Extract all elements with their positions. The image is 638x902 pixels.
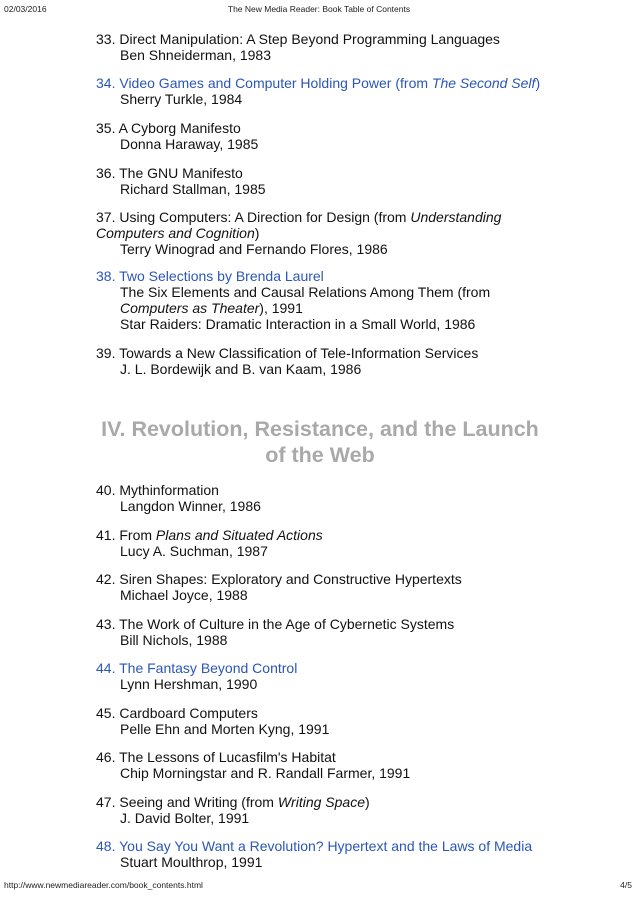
toc-entry-title-cont: Computers and Cognition) <box>96 225 260 241</box>
toc-entry-42 <box>96 571 566 603</box>
toc-entry-title: 47. Seeing and Writing (from Writing Space) <box>96 794 370 810</box>
print-url: http://www.newmediareader.com/book_contents.html <box>4 880 203 890</box>
toc-entry-46 <box>96 749 566 781</box>
toc-entry-author: J. David Bolter, 1991 <box>120 810 250 826</box>
toc-entry-author: Terry Winograd and Fernando Flores, 1986 <box>120 241 388 257</box>
toc-entry-author: Bill Nichols, 1988 <box>120 632 228 648</box>
toc-entry-title: 36. The GNU Manifesto <box>96 165 243 181</box>
toc-entry-link[interactable]: 38. Two Selections by Brenda Laurel <box>96 268 324 284</box>
toc-subentry: Star Raiders: Dramatic Interaction in a Small World, 1986 <box>120 316 476 332</box>
toc-entry-38 <box>96 268 566 332</box>
toc-entry-author: Lucy A. Suchman, 1987 <box>120 543 268 559</box>
toc-entry-title: 37. Using Computers: A Direction for Design (from Understanding <box>96 209 502 225</box>
toc-entry-author: Donna Haraway, 1985 <box>120 136 259 152</box>
toc-entry-link[interactable]: 44. The Fantasy Beyond Control <box>96 660 298 676</box>
toc-entry-44 <box>96 660 566 692</box>
toc-entry-title: 33. Direct Manipulation: A Step Beyond Programming Languages <box>96 31 500 47</box>
toc-entry-33 <box>96 31 566 63</box>
toc-entry-title: 45. Cardboard Computers <box>96 705 258 721</box>
toc-entry-39 <box>96 345 566 377</box>
toc-entry-author: Sherry Turkle, 1984 <box>120 91 243 107</box>
toc-subentry: The Six Elements and Causal Relations Among Them (from Computers as Theater), 1991 <box>120 284 491 316</box>
toc-entry-45 <box>96 705 566 737</box>
toc-entry-author: Richard Stallman, 1985 <box>120 181 266 197</box>
toc-entry-link[interactable]: 48. You Say You Want a Revolution? Hypertext and the Laws of Media <box>96 838 533 854</box>
toc-entry-title: 41. From Plans and Situated Actions <box>96 527 323 543</box>
toc-entry-47 <box>96 794 566 826</box>
toc-entry-author: Michael Joyce, 1988 <box>120 587 248 603</box>
toc-entry-48 <box>96 838 566 870</box>
toc-entry-author: Pelle Ehn and Morten Kyng, 1991 <box>120 721 330 737</box>
section-heading: IV. Revolution, Resistance, and the Launch of the Web <box>101 417 539 467</box>
toc-entry-35 <box>96 120 566 152</box>
print-page-title: The New Media Reader: Book Table of Contents <box>227 4 411 14</box>
toc-entry-40 <box>96 482 566 514</box>
toc-entry-author: Lynn Hershman, 1990 <box>120 676 258 692</box>
toc-entry-37 <box>96 209 566 257</box>
toc-entry-author: Stuart Moulthrop, 1991 <box>120 854 263 870</box>
toc-entry-title: 42. Siren Shapes: Exploratory and Constructive Hypertexts <box>96 571 462 587</box>
toc-entry-title: 43. The Work of Culture in the Age of Cybernetic Systems <box>96 616 455 632</box>
toc-entry-title: 40. Mythinformation <box>96 482 219 498</box>
toc-entry-34 <box>96 75 566 107</box>
toc-entry-title: 39. Towards a New Classification of Tele-Information Services <box>96 345 479 361</box>
toc-entry-36 <box>96 165 566 197</box>
toc-entry-title: 46. The Lessons of Lucasfilm's Habitat <box>96 749 336 765</box>
toc-entry-link[interactable]: 34. Video Games and Computer Holding Power (from The Second Self) <box>96 75 541 91</box>
toc-entry-author: Langdon Winner, 1986 <box>120 498 261 514</box>
print-page-number: 4/5 <box>620 880 632 890</box>
print-date: 02/03/2016 <box>4 4 47 14</box>
toc-entry-author: J. L. Bordewijk and B. van Kaam, 1986 <box>120 361 362 377</box>
toc-entry-41 <box>96 527 566 559</box>
toc-entry-author: Ben Shneiderman, 1983 <box>120 47 271 63</box>
toc-entry-43 <box>96 616 566 648</box>
toc-entry-author: Chip Morningstar and R. Randall Farmer, 1991 <box>120 765 411 781</box>
toc-entry-title: 35. A Cyborg Manifesto <box>96 120 241 136</box>
